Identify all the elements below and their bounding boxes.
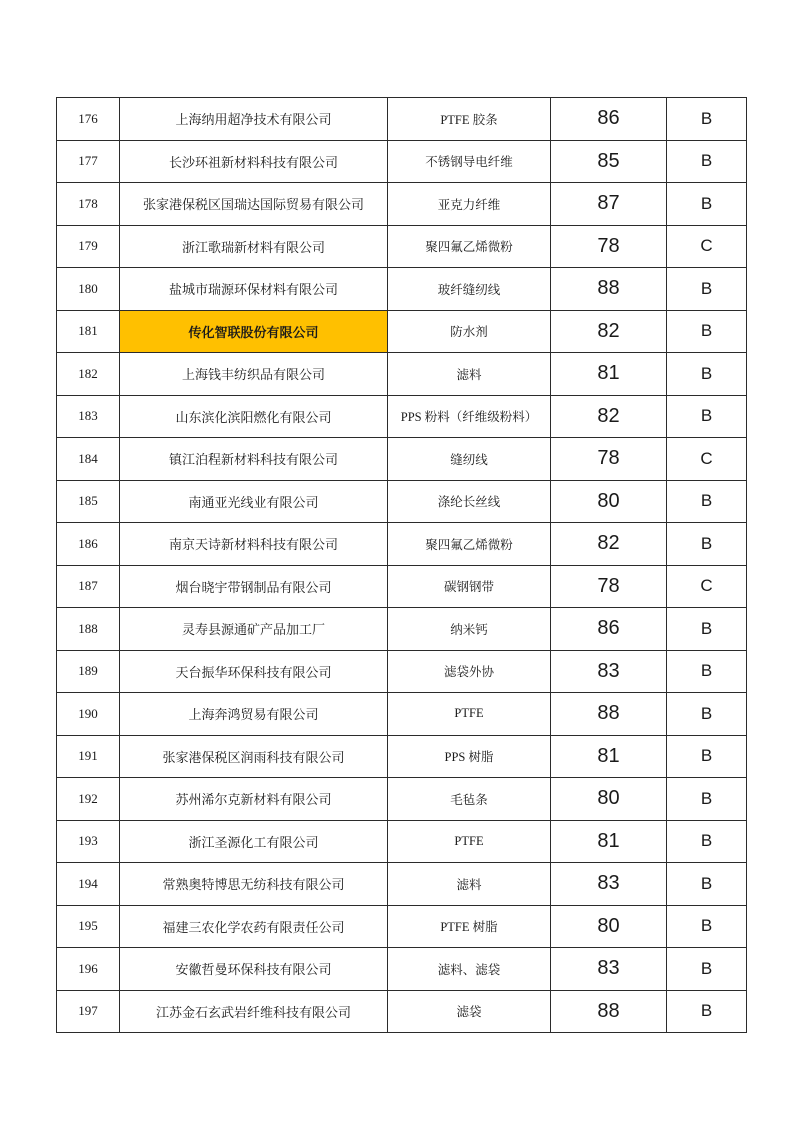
cell-grade: B	[667, 863, 747, 906]
cell-score: 83	[551, 948, 667, 991]
cell-product: 缝纫线	[388, 438, 551, 481]
cell-grade: B	[667, 310, 747, 353]
cell-product: PTFE 胶条	[388, 98, 551, 141]
cell-index: 184	[57, 438, 120, 481]
cell-index: 185	[57, 480, 120, 523]
cell-grade: B	[667, 905, 747, 948]
cell-index: 183	[57, 395, 120, 438]
cell-score: 81	[551, 353, 667, 396]
cell-index: 178	[57, 183, 120, 226]
cell-index: 180	[57, 268, 120, 311]
cell-index: 193	[57, 820, 120, 863]
cell-score: 80	[551, 905, 667, 948]
cell-index: 190	[57, 693, 120, 736]
table-row	[57, 990, 747, 1033]
cell-index: 188	[57, 608, 120, 651]
table-row	[57, 268, 747, 311]
cell-score: 82	[551, 310, 667, 353]
cell-score: 82	[551, 395, 667, 438]
cell-score: 80	[551, 480, 667, 523]
table-row	[57, 438, 747, 481]
cell-company: 烟台晓宇带钢制品有限公司	[120, 565, 388, 608]
cell-product: 滤料、滤袋	[388, 948, 551, 991]
cell-company: 上海奔鸿贸易有限公司	[120, 693, 388, 736]
table-row	[57, 735, 747, 778]
table-row	[57, 565, 747, 608]
cell-index: 179	[57, 225, 120, 268]
cell-index: 186	[57, 523, 120, 566]
table-row	[57, 863, 747, 906]
cell-grade: B	[667, 395, 747, 438]
cell-company: 张家港保税区国瑞达国际贸易有限公司	[120, 183, 388, 226]
cell-company: 常熟奥特博思无纺科技有限公司	[120, 863, 388, 906]
cell-grade: B	[667, 523, 747, 566]
cell-company: 苏州浠尔克新材料有限公司	[120, 778, 388, 821]
cell-index: 187	[57, 565, 120, 608]
cell-grade: C	[667, 225, 747, 268]
cell-product: PPS 树脂	[388, 735, 551, 778]
cell-score: 86	[551, 98, 667, 141]
cell-score: 88	[551, 693, 667, 736]
table-row	[57, 480, 747, 523]
cell-product: 滤袋外协	[388, 650, 551, 693]
cell-grade: B	[667, 650, 747, 693]
cell-score: 83	[551, 863, 667, 906]
cell-score: 81	[551, 820, 667, 863]
cell-score: 82	[551, 523, 667, 566]
cell-index: 189	[57, 650, 120, 693]
cell-score: 87	[551, 183, 667, 226]
cell-product: 亚克力纤维	[388, 183, 551, 226]
table-row	[57, 905, 747, 948]
cell-company: 盐城市瑞源环保材料有限公司	[120, 268, 388, 311]
cell-grade: B	[667, 693, 747, 736]
cell-grade: B	[667, 735, 747, 778]
cell-product: PPS 粉料（纤维级粉料）	[388, 395, 551, 438]
table-row	[57, 98, 747, 141]
cell-company: 长沙环祖新材料科技有限公司	[120, 140, 388, 183]
cell-index: 192	[57, 778, 120, 821]
cell-product: 聚四氟乙烯微粉	[388, 523, 551, 566]
cell-product: 涤纶长丝线	[388, 480, 551, 523]
cell-grade: B	[667, 948, 747, 991]
cell-score: 78	[551, 225, 667, 268]
cell-grade: C	[667, 565, 747, 608]
cell-index: 176	[57, 98, 120, 141]
cell-grade: B	[667, 140, 747, 183]
cell-company: 天台振华环保科技有限公司	[120, 650, 388, 693]
cell-grade: B	[667, 778, 747, 821]
cell-score: 88	[551, 990, 667, 1033]
cell-product: 滤料	[388, 863, 551, 906]
table-row	[57, 310, 747, 353]
cell-index: 195	[57, 905, 120, 948]
table-row	[57, 948, 747, 991]
table-row	[57, 183, 747, 226]
cell-grade: B	[667, 990, 747, 1033]
cell-grade: B	[667, 608, 747, 651]
cell-company: 浙江歌瑞新材料有限公司	[120, 225, 388, 268]
table-row	[57, 820, 747, 863]
cell-index: 177	[57, 140, 120, 183]
cell-score: 81	[551, 735, 667, 778]
cell-index: 194	[57, 863, 120, 906]
cell-product: 不锈钢导电纤维	[388, 140, 551, 183]
cell-company: 浙江圣源化工有限公司	[120, 820, 388, 863]
cell-product: 玻纤缝纫线	[388, 268, 551, 311]
cell-grade: B	[667, 353, 747, 396]
cell-score: 83	[551, 650, 667, 693]
cell-company: 张家港保税区润雨科技有限公司	[120, 735, 388, 778]
cell-company: 江苏金石玄武岩纤维科技有限公司	[120, 990, 388, 1033]
cell-product: PTFE	[388, 820, 551, 863]
cell-product: 碳钢钢带	[388, 565, 551, 608]
cell-score: 78	[551, 565, 667, 608]
table-row	[57, 523, 747, 566]
cell-index: 181	[57, 310, 120, 353]
cell-company-highlighted: 传化智联股份有限公司	[120, 310, 388, 353]
cell-index: 182	[57, 353, 120, 396]
cell-score: 88	[551, 268, 667, 311]
cell-product: PTFE	[388, 693, 551, 736]
cell-product: PTFE 树脂	[388, 905, 551, 948]
cell-index: 196	[57, 948, 120, 991]
table-row	[57, 778, 747, 821]
cell-company: 安徽哲曼环保科技有限公司	[120, 948, 388, 991]
cell-grade: C	[667, 438, 747, 481]
table-row	[57, 693, 747, 736]
table-row	[57, 650, 747, 693]
cell-company: 上海纳用超净技术有限公司	[120, 98, 388, 141]
cell-grade: B	[667, 480, 747, 523]
supplier-rating-table	[56, 97, 747, 1033]
cell-company: 灵寿县源通矿产品加工厂	[120, 608, 388, 651]
cell-grade: B	[667, 268, 747, 311]
cell-score: 78	[551, 438, 667, 481]
cell-index: 191	[57, 735, 120, 778]
cell-score: 80	[551, 778, 667, 821]
cell-score: 85	[551, 140, 667, 183]
cell-grade: B	[667, 820, 747, 863]
cell-score: 86	[551, 608, 667, 651]
cell-index: 197	[57, 990, 120, 1033]
table-row	[57, 395, 747, 438]
table-row	[57, 225, 747, 268]
cell-company: 上海钱丰纺织品有限公司	[120, 353, 388, 396]
cell-product: 纳米钙	[388, 608, 551, 651]
cell-grade: B	[667, 183, 747, 226]
cell-product: 滤料	[388, 353, 551, 396]
table-row	[57, 353, 747, 396]
cell-product: 滤袋	[388, 990, 551, 1033]
cell-product: 毛毡条	[388, 778, 551, 821]
cell-product: 聚四氟乙烯微粉	[388, 225, 551, 268]
cell-product: 防水剂	[388, 310, 551, 353]
cell-company: 福建三农化学农药有限责任公司	[120, 905, 388, 948]
cell-company: 山东滨化滨阳燃化有限公司	[120, 395, 388, 438]
table-row	[57, 608, 747, 651]
table-body	[57, 98, 747, 1033]
cell-company: 南京天诗新材料科技有限公司	[120, 523, 388, 566]
table-row	[57, 140, 747, 183]
cell-company: 南通亚光线业有限公司	[120, 480, 388, 523]
cell-company: 镇江泊程新材料科技有限公司	[120, 438, 388, 481]
cell-grade: B	[667, 98, 747, 141]
